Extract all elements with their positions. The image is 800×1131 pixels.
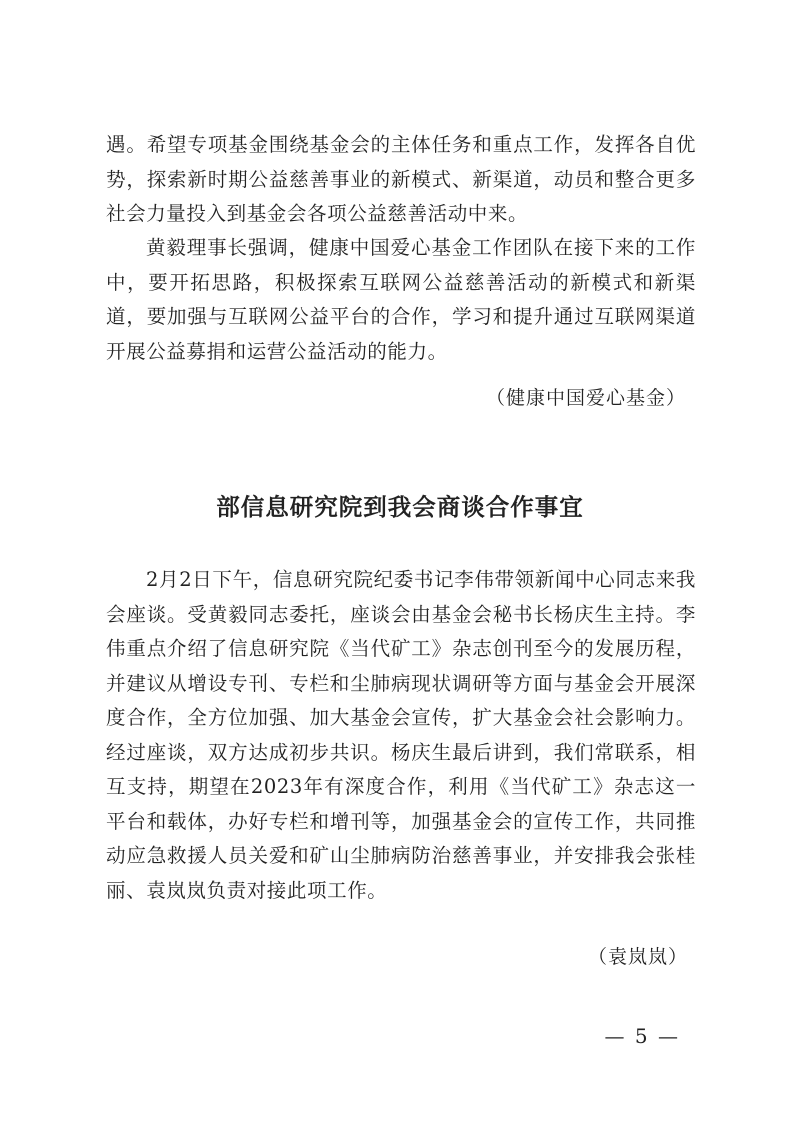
article2-title: 部信息研究院到我会商谈合作事宜 — [216, 493, 584, 521]
article2-paragraph: 2月2日下午，信息研究院纪委书记李伟带领新闻中心同志来我会座谈。受黄毅同志委托，座谈会由基金会秘书长杨庆生主持。李伟重点介绍了信息研究院《当代矿工》杂志创刊至今的发展历程，并建议从增设专刊、专栏和尘肺病现状调研等方面与基金会开展深度合作，全方位加强、加大基金会宣传，扩大基金会社会影响力。经过座谈，双方达成初步共识。杨庆生最后讲到，我们常联系，相互支持，期望在2023年有深度合作，利用《当代矿工》杂志这一平台和载体，办好专栏和增刊等，加强基金会的宣传工作，共同推动应急救援人员关爱和矿山尘肺病防治慈善事业，并安排我会张桂丽、袁岚岚负责对接此项工作。 — [106, 568, 696, 902]
article1-source: （健康中国爱心基金） — [485, 387, 686, 409]
article1-paragraph1: 遇。希望专项基金围绕基金会的主体任务和重点工作，发挥各自优势，探索新时期公益慈善事业的新模式、新渠道，动员和整合更多社会力量投入到基金会各项公益慈善活动中来。 — [106, 133, 696, 225]
article1-paragraph2: 黄毅理事长强调，健康中国爱心基金工作团队在接下来的工作中，要开拓思路，积极探索互联网公益慈善活动的新模式和新渠道，要加强与互联网公益平台的合作，学习和提升通过互联网渠道开展公益募捐和运营公益活动的能力。 — [106, 236, 696, 363]
article2-source: （袁岚岚） — [587, 946, 688, 968]
page-number: — 5 — — [604, 1024, 680, 1048]
